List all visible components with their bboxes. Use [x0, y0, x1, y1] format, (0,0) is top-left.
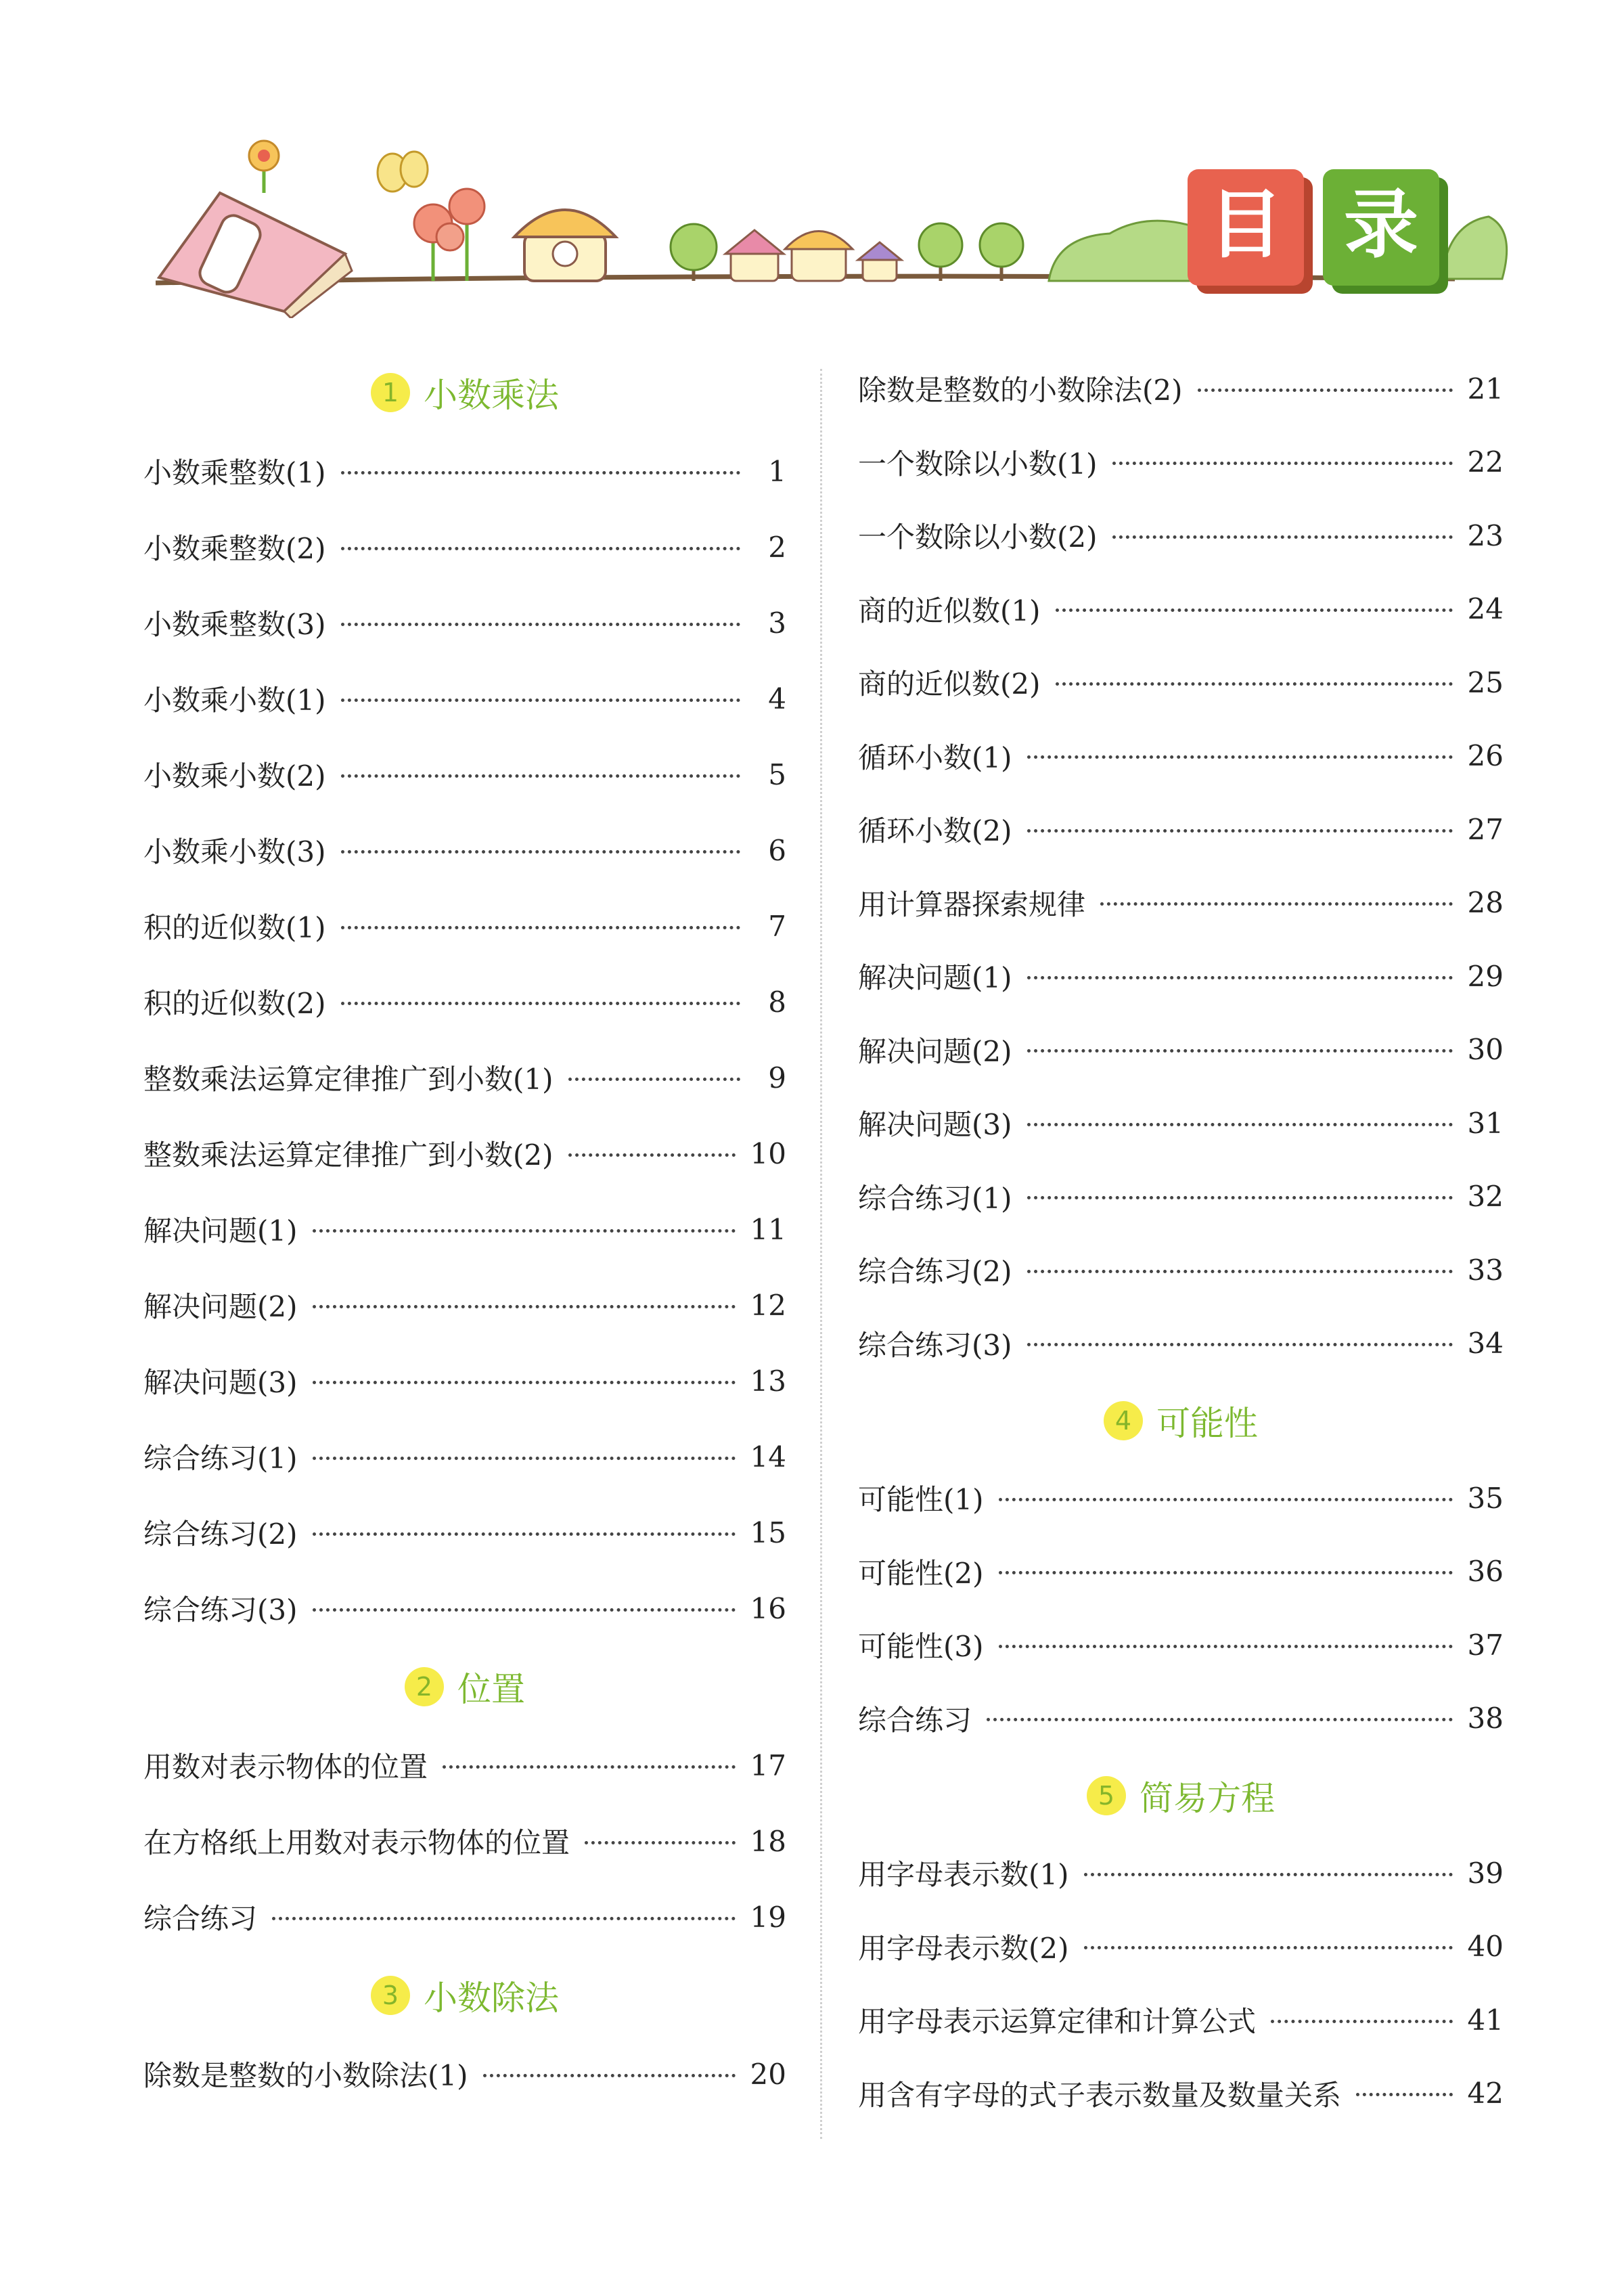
section-heading [858, 1755, 1504, 1836]
toc-entry[interactable] [143, 433, 786, 509]
toc-entry-page: 3 [768, 606, 786, 640]
toc-right-column [858, 352, 1504, 2130]
small-house-icon [725, 230, 784, 281]
toc-entry-title: 综合练习(3) [143, 1593, 298, 1627]
section-number-badge: 3 [371, 1976, 410, 2015]
toc-entry[interactable] [143, 736, 786, 812]
dot-leader [1027, 1123, 1453, 1126]
toc-entry-page: 27 [1467, 812, 1504, 846]
toc-entry[interactable] [858, 573, 1504, 646]
toc-entry-title: 小数乘整数(3) [143, 608, 326, 641]
small-house-icon [785, 231, 853, 282]
toc-entry[interactable] [858, 499, 1504, 573]
toc-entry[interactable] [143, 2036, 786, 2112]
title-box-mu [1188, 169, 1313, 294]
rose-flowers-icon [414, 189, 484, 281]
dot-leader [999, 1498, 1453, 1501]
dot-leader [443, 1765, 736, 1769]
toc-entry-title: 综合练习(2) [143, 1518, 298, 1551]
toc-entry[interactable] [143, 1879, 786, 1955]
dot-leader [1356, 2093, 1453, 2096]
section-title: 可能性 [1156, 1404, 1258, 1443]
dot-leader [1027, 976, 1453, 979]
toc-entry-title: 积的近似数(1) [143, 911, 326, 944]
dot-leader [1100, 902, 1453, 906]
toc-entry[interactable] [858, 1160, 1504, 1234]
toc-entry-page: 20 [750, 2057, 786, 2091]
dot-leader [341, 699, 741, 702]
toc-entry-title: 可能性(3) [858, 1630, 984, 1664]
toc-entry-page: 41 [1467, 2003, 1504, 2037]
toc-entry[interactable] [858, 1682, 1504, 1756]
toc-entry[interactable] [858, 1086, 1504, 1160]
dot-leader [999, 1645, 1453, 1648]
flower-icon [249, 141, 279, 193]
toc-entry[interactable] [143, 1570, 786, 1646]
header-banner-illustration [0, 0, 1624, 318]
toc-entry-page: 42 [1467, 2077, 1504, 2110]
dot-leader [313, 1532, 736, 1536]
toc-entry-page: 6 [768, 833, 786, 867]
dot-leader [1027, 829, 1453, 833]
toc-entry-title: 小数乘整数(2) [143, 532, 326, 565]
dot-leader [313, 1608, 736, 1612]
section-number-badge: 2 [405, 1667, 444, 1706]
toc-entry-page: 24 [1467, 592, 1504, 626]
dot-leader [1056, 682, 1453, 686]
toc-entry-title: 除数是整数的小数除法(1) [143, 2059, 468, 2092]
toc-entry-title: 小数乘整数(1) [143, 456, 326, 489]
toc-entry-page: 11 [750, 1212, 786, 1246]
toc-entry-page: 13 [750, 1364, 786, 1398]
dot-leader [313, 1305, 736, 1308]
dot-leader [1198, 389, 1453, 392]
toc-entry-page: 33 [1467, 1253, 1504, 1287]
toc-entry-title: 循环小数(1) [858, 740, 1012, 774]
dot-leader [1027, 755, 1453, 759]
toc-entry-page: 39 [1467, 1856, 1504, 1890]
toc-entry-page: 36 [1467, 1555, 1504, 1589]
dot-leader [341, 471, 741, 474]
toc-entry-title: 小数乘小数(1) [143, 684, 326, 717]
section-heading [143, 352, 786, 433]
toc-entry-title: 用字母表示运算定律和计算公式 [858, 2005, 1257, 2039]
toc-entry[interactable] [858, 1233, 1504, 1307]
dot-leader [1084, 1873, 1453, 1876]
toc-entry-title: 除数是整数的小数除法(2) [858, 374, 1183, 407]
toc-entry-title: 综合练习(1) [143, 1442, 298, 1475]
toc-entry-title: 一个数除以小数(1) [858, 447, 1098, 481]
toc-entry[interactable] [858, 1461, 1504, 1535]
toc-entry[interactable] [858, 426, 1504, 500]
section-title: 简易方程 [1140, 1779, 1275, 1818]
toc-entry[interactable] [858, 939, 1504, 1013]
toc-entry-title: 循环小数(2) [858, 814, 1012, 848]
dot-leader [568, 1153, 736, 1157]
tree-icon [919, 223, 962, 281]
toc-entry[interactable] [858, 793, 1504, 866]
toc-entry-title: 一个数除以小数(2) [858, 521, 1098, 554]
toc-entry-page: 30 [1467, 1033, 1504, 1067]
section-title: 小数乘法 [424, 376, 559, 415]
toc-entry-page: 25 [1467, 665, 1504, 699]
toc-entry-page: 32 [1467, 1180, 1504, 1214]
tree-icon [671, 224, 717, 281]
toc-entry[interactable] [858, 1013, 1504, 1087]
toc-entry-title: 在方格纸上用数对表示物体的位置 [143, 1826, 570, 1859]
toc-entry-page: 14 [750, 1440, 786, 1474]
toc-entry-page: 34 [1467, 1327, 1504, 1360]
toc-entry[interactable] [143, 1727, 786, 1803]
dot-leader [1056, 609, 1453, 612]
toc-entry[interactable] [858, 1608, 1504, 1682]
toc-entry-page: 17 [750, 1748, 786, 1782]
toc-entry-page: 7 [768, 909, 786, 943]
toc-entry-title: 综合练习 [858, 1703, 972, 1737]
toc-entry[interactable] [143, 1115, 786, 1191]
toc-entry-page: 18 [750, 1824, 786, 1858]
toc-entry-title: 综合练习(3) [858, 1328, 1012, 1362]
toc-entry-page: 2 [768, 530, 786, 564]
dot-leader [313, 1229, 736, 1233]
dot-leader [341, 926, 741, 929]
toc-entry-page: 5 [768, 757, 786, 791]
toc-entry-page: 37 [1467, 1628, 1504, 1662]
toc-entry[interactable] [858, 1983, 1504, 2057]
toc-entry-page: 15 [750, 1515, 786, 1549]
dot-leader [313, 1457, 736, 1460]
toc-entry[interactable] [858, 1836, 1504, 1910]
toc-entry-title: 用计算器探索规律 [858, 887, 1086, 921]
toc-entry-page: 38 [1467, 1702, 1504, 1735]
toc-entry-title: 小数乘小数(2) [143, 759, 326, 793]
toc-entry[interactable] [143, 661, 786, 736]
dot-leader [568, 1078, 741, 1081]
toc-entry[interactable] [143, 509, 786, 585]
toc-entry[interactable] [143, 1191, 786, 1267]
dot-leader [341, 623, 741, 626]
house-icon [514, 210, 616, 281]
dot-leader [1084, 1946, 1453, 1949]
toc-entry-title: 解决问题(3) [858, 1108, 1012, 1142]
dot-leader [341, 850, 741, 854]
section-title: 小数除法 [424, 1978, 559, 2018]
toc-entry[interactable] [143, 1040, 786, 1115]
dot-leader [1027, 1343, 1453, 1346]
toc-entry[interactable] [143, 1343, 786, 1419]
toc-entry-title: 用字母表示数(2) [858, 1931, 1069, 1965]
toc-entry[interactable] [858, 1910, 1504, 1984]
toc-entry-page: 31 [1467, 1106, 1504, 1140]
section-heading [143, 1955, 786, 2036]
column-divider [820, 369, 822, 2139]
dot-leader [1112, 462, 1453, 465]
toc-entry[interactable] [143, 1419, 786, 1495]
toc-entry[interactable] [143, 964, 786, 1040]
toc-entry-title: 用含有字母的式子表示数量及数量关系 [858, 2078, 1342, 2112]
section-number-badge: 1 [371, 373, 410, 412]
dot-leader [341, 1002, 741, 1005]
toc-entry-page: 10 [750, 1136, 786, 1170]
book-icon [159, 193, 352, 318]
toc-entry[interactable] [143, 585, 786, 661]
dot-leader [313, 1381, 736, 1384]
tree-icon [980, 223, 1023, 281]
toc-title-char-1: 目 [1209, 181, 1283, 268]
toc-entry-page: 1 [768, 454, 786, 488]
toc-entry-title: 小数乘小数(3) [143, 835, 326, 868]
dot-leader [341, 774, 741, 778]
toc-entry-page: 23 [1467, 518, 1504, 552]
dot-leader [999, 1571, 1453, 1574]
toc-entry-title: 商的近似数(2) [858, 667, 1041, 701]
toc-entry[interactable] [858, 646, 1504, 720]
toc-entry-page: 21 [1467, 372, 1504, 405]
toc-entry[interactable] [858, 2057, 1504, 2131]
dot-leader [483, 2074, 736, 2077]
section-number-badge: 4 [1104, 1401, 1143, 1440]
toc-entry[interactable] [143, 888, 786, 964]
toc-entry[interactable] [143, 1495, 786, 1570]
title-box-lu [1323, 169, 1448, 294]
toc-entry-page: 22 [1467, 445, 1504, 479]
small-house-icon [858, 242, 901, 281]
dot-leader [1027, 1049, 1453, 1053]
toc-entry[interactable] [143, 812, 786, 888]
toc-entry-page: 29 [1467, 959, 1504, 993]
toc-entry-title: 综合练习(1) [858, 1181, 1012, 1215]
dot-leader [1112, 535, 1453, 539]
toc-entry-title: 可能性(2) [858, 1556, 984, 1590]
toc-entry-page: 9 [768, 1061, 786, 1094]
toc-entry-page: 8 [768, 985, 786, 1019]
section-title: 位置 [457, 1670, 525, 1709]
toc-entry[interactable] [858, 866, 1504, 940]
dot-leader [585, 1841, 736, 1844]
toc-entry-title: 用字母表示数(1) [858, 1858, 1069, 1892]
toc-entry[interactable] [858, 1307, 1504, 1381]
toc-entry-title: 综合练习(2) [858, 1255, 1012, 1289]
section-number-badge: 5 [1087, 1776, 1126, 1815]
toc-entry-page: 40 [1467, 1930, 1504, 1964]
toc-entry[interactable] [858, 352, 1504, 426]
toc-entry-title: 解决问题(2) [858, 1034, 1012, 1068]
toc-entry-page: 28 [1467, 886, 1504, 920]
section-heading [143, 1646, 786, 1727]
butterfly-icon [378, 152, 428, 192]
dot-leader [272, 1917, 736, 1920]
toc-left-column [143, 352, 786, 2112]
toc-entry-title: 积的近似数(2) [143, 987, 326, 1020]
dot-leader [341, 547, 741, 550]
toc-entry[interactable] [143, 1803, 786, 1879]
toc-entry[interactable] [143, 1267, 786, 1343]
toc-entry-title: 整数乘法运算定律推广到小数(1) [143, 1063, 554, 1096]
toc-entry-page: 35 [1467, 1481, 1504, 1515]
toc-entry-title: 解决问题(1) [143, 1214, 298, 1247]
toc-entry-title: 综合练习 [143, 1902, 258, 1935]
dot-leader [1027, 1196, 1453, 1199]
toc-title-char-2: 录 [1344, 181, 1418, 268]
dot-leader [1027, 1270, 1453, 1273]
toc-entry-title: 商的近似数(1) [858, 594, 1041, 627]
toc-entry-page: 16 [750, 1591, 786, 1625]
toc-entry-page: 19 [750, 1900, 786, 1934]
toc-entry[interactable] [858, 1535, 1504, 1609]
toc-entry-title: 解决问题(2) [143, 1290, 298, 1323]
toc-entry-page: 4 [768, 682, 786, 715]
toc-entry-title: 解决问题(3) [143, 1366, 298, 1399]
toc-entry-page: 12 [750, 1288, 786, 1322]
toc-entry[interactable] [858, 720, 1504, 793]
toc-entry-title: 用数对表示物体的位置 [143, 1750, 428, 1784]
toc-entry-page: 26 [1467, 739, 1504, 773]
toc-entry-title: 可能性(1) [858, 1483, 984, 1517]
toc-entry-title: 解决问题(1) [858, 961, 1012, 995]
dot-leader [987, 1718, 1453, 1721]
section-heading [858, 1380, 1504, 1461]
dot-leader [1271, 2020, 1453, 2023]
toc-entry-title: 整数乘法运算定律推广到小数(2) [143, 1138, 554, 1172]
